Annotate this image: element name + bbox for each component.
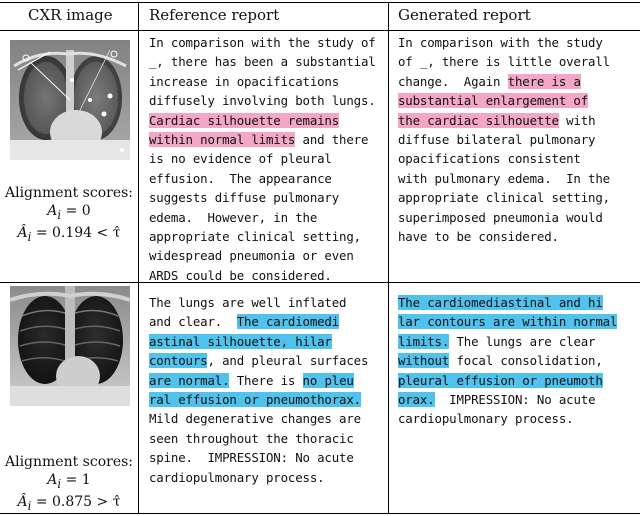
report-line: seen throughout the thoracic — [149, 430, 354, 446]
reference-report-1 — [149, 33, 376, 285]
highlighted-phrase: without — [398, 353, 450, 369]
score-symbol: A — [47, 203, 58, 219]
generated-report-2 — [398, 293, 617, 429]
header-rule — [0, 30, 640, 31]
report-line: spine. IMPRESSION: No acute — [149, 450, 354, 466]
report-line: without focal consolidation, — [398, 353, 603, 369]
score-subscript: i — [27, 498, 32, 513]
score-value: = 0.194 < τ̂ — [31, 224, 121, 241]
generated-report-1 — [398, 33, 610, 246]
report-line: are normal. There is no pleu — [149, 372, 354, 388]
highlighted-phrase: Cardiac silhouette remains — [149, 112, 340, 128]
header-cxr-image: CXR image — [28, 6, 113, 24]
report-line: orax. IMPRESSION: No acute — [398, 392, 596, 408]
true-alignment-score — [0, 471, 138, 493]
report-line: diffuse bilateral pulmonary — [398, 132, 596, 148]
score-symbol: Â — [17, 493, 28, 510]
report-line: edema. However, in the — [149, 209, 318, 225]
header-generated-report: Generated report — [398, 6, 531, 24]
predicted-alignment-score — [0, 493, 138, 515]
report-line: superimposed pneumonia would — [398, 209, 603, 225]
score-value: = 0.875 > τ̂ — [31, 493, 121, 510]
highlighted-phrase: ral effusion or pneumothorax. — [149, 392, 361, 408]
report-line: limits. The lungs are clear — [398, 333, 596, 349]
report-line: and clear. The cardiomedi — [149, 314, 340, 330]
report-line — [149, 392, 361, 407]
highlighted-phrase: The cardiomediastinal and hi — [398, 295, 603, 310]
report-line: have to be considered. — [398, 229, 559, 245]
report-line: In comparison with the study — [398, 35, 603, 50]
report-line: the cardiac silhouette with — [398, 112, 596, 128]
report-line: of _, there is little overall — [398, 54, 610, 70]
highlighted-phrase: limits. — [398, 333, 450, 349]
alignment-scores-1 — [0, 184, 138, 246]
top-rule — [0, 2, 640, 3]
highlighted-phrase: The cardiomedi — [236, 314, 340, 330]
true-alignment-score — [0, 202, 138, 224]
report-line: appropriate clinical setting, — [398, 190, 610, 206]
report-line: _, there has been a substantial — [149, 54, 376, 70]
reference-report-2 — [149, 293, 368, 487]
score-value: = 0 — [61, 203, 91, 219]
highlighted-phrase: lar contours are within normal — [398, 314, 618, 330]
column-divider-2 — [388, 2, 389, 513]
highlighted-phrase: contours — [149, 353, 208, 369]
report-line: The lungs are well inflated — [149, 295, 347, 310]
cxr-image-1 — [10, 40, 130, 160]
score-value: = 1 — [61, 472, 91, 488]
report-line: cardiopulmonary process. — [149, 469, 325, 485]
score-symbol: A — [47, 472, 58, 488]
report-line: Mild degenerative changes are — [149, 411, 361, 427]
highlighted-phrase: astinal silhouette, hilar — [149, 333, 332, 349]
report-line: widespread pneumonia or even — [149, 248, 354, 264]
column-divider-1 — [138, 2, 139, 513]
report-line: suggests diffuse pulmonary — [149, 190, 340, 206]
score-subscript: i — [57, 207, 62, 222]
report-line: ARDS could be considered. — [149, 267, 332, 283]
alignment-scores-2 — [0, 453, 138, 515]
header-reference-report: Reference report — [149, 6, 280, 24]
highlighted-phrase: there is a — [507, 73, 581, 89]
score-subscript: i — [57, 476, 62, 491]
highlighted-phrase: are normal. — [149, 372, 230, 388]
report-line: cardiopulmonary process. — [398, 411, 574, 427]
score-symbol: Â — [17, 224, 28, 241]
alignment-scores-label: Alignment scores: — [4, 454, 134, 470]
report-line: is no evidence of pleural — [149, 151, 332, 167]
cxr-image-2 — [10, 286, 130, 406]
predicted-alignment-score — [0, 224, 138, 246]
highlighted-phrase: pleural effusion or pneumoth — [398, 372, 603, 388]
report-line: appropriate clinical setting, — [149, 229, 361, 245]
score-subscript: i — [27, 229, 32, 244]
highlighted-phrase: no pleu — [302, 372, 354, 388]
report-line: change. Again there is a — [398, 73, 581, 89]
highlighted-phrase: substantial enlargement of — [398, 93, 589, 109]
highlighted-phrase: within normal limits — [149, 132, 296, 148]
report-line: increase in opacifications — [149, 73, 340, 89]
report-line: diffusely involving both lungs. — [149, 93, 376, 109]
report-line: opacifications consistent — [398, 151, 581, 167]
alignment-scores-label: Alignment scores: — [4, 185, 134, 201]
report-line: In comparison with the study of — [149, 35, 376, 50]
highlighted-phrase: orax. — [398, 392, 435, 408]
report-line: effusion. The appearance — [149, 170, 332, 186]
report-line: contours, and pleural surfaces — [149, 353, 369, 369]
report-line: with pulmonary edema. In the — [398, 170, 610, 186]
report-line: within normal limits and there — [149, 132, 369, 148]
highlighted-phrase: the cardiac silhouette — [398, 112, 559, 128]
